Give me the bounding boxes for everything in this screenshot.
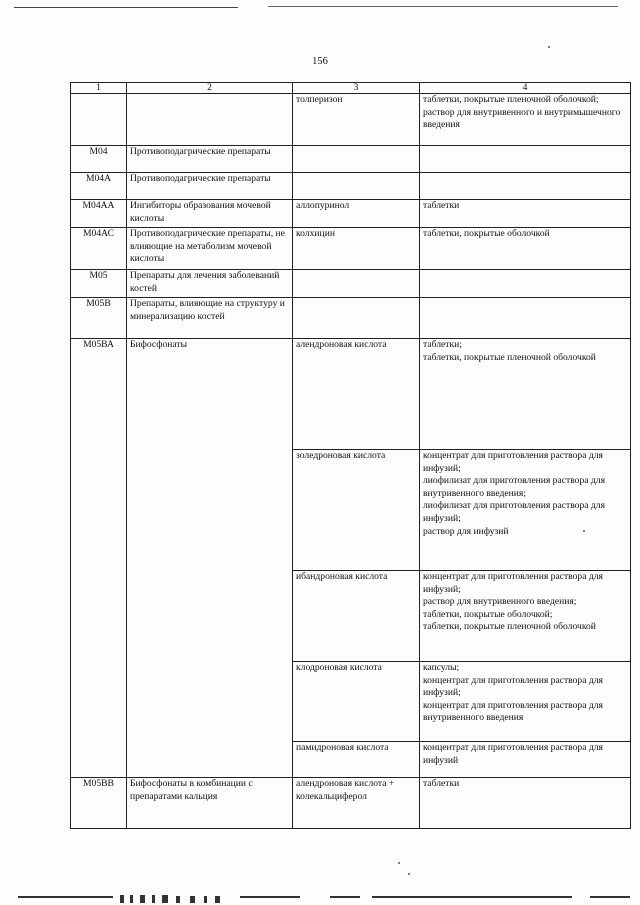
- column-header: 3: [293, 83, 420, 94]
- table-row: [71, 173, 631, 200]
- drug-cell: алендроновая кислота: [293, 339, 420, 450]
- group-cell: Препараты для лечения заболеваний костей: [127, 270, 293, 298]
- drug-cell: клодроновая кислота: [293, 662, 420, 742]
- group-cell: Бифосфонаты: [127, 339, 293, 778]
- drug-cell: алендроновая кислота + колекальциферол: [293, 778, 420, 829]
- atc-code-cell: М05В: [71, 298, 127, 339]
- column-header: 2: [127, 83, 293, 94]
- page-number: 156: [312, 56, 328, 67]
- dosage-form-cell: капсулы; концентрат для приготовления раствора для инфузий; концентрат для приготовления раствора для внутривенного введения: [420, 662, 631, 742]
- column-header: 1: [71, 83, 127, 94]
- dosage-form-cell: [420, 173, 631, 200]
- group-cell: Противоподагрические препараты, не влияющие на метаболизм мочевой кислоты: [127, 228, 293, 270]
- dosage-form-cell: концентрат для приготовления раствора для инфузий: [420, 742, 631, 778]
- scan-line-top-left: [14, 7, 238, 8]
- table-row: [71, 298, 631, 339]
- column-header: 4: [420, 83, 631, 94]
- drug-cell: колхицин: [293, 228, 420, 270]
- drug-cell: [293, 146, 420, 173]
- group-cell: Ингибиторы образования мочевой кислоты: [127, 200, 293, 228]
- drug-cell: памидроновая кислота: [293, 742, 420, 778]
- drug-cell: [293, 173, 420, 200]
- drug-cell: золедроновая кислота: [293, 450, 420, 571]
- dosage-form-cell: таблетки: [420, 778, 631, 829]
- dosage-form-cell: [420, 298, 631, 339]
- scan-speck: [548, 46, 550, 48]
- table-row: [71, 146, 631, 173]
- dosage-form-cell: [420, 270, 631, 298]
- table-row: [71, 270, 631, 298]
- atc-code-cell: М05ВВ: [71, 778, 127, 829]
- atc-code-cell: М04АС: [71, 228, 127, 270]
- table-row: [71, 94, 631, 146]
- group-cell: Противоподагрические препараты: [127, 173, 293, 200]
- table-row: [71, 228, 631, 270]
- dosage-form-cell: [420, 146, 631, 173]
- group-cell: Бифосфонаты в комбинации с препаратами кальция: [127, 778, 293, 829]
- dosage-form-cell: таблетки: [420, 200, 631, 228]
- table-row: [71, 339, 631, 450]
- atc-code-cell: [71, 94, 127, 146]
- table-row: [71, 200, 631, 228]
- drug-cell: аллопуринол: [293, 200, 420, 228]
- atc-code-cell: М04: [71, 146, 127, 173]
- scan-speck: [408, 873, 410, 875]
- dosage-form-cell: концентрат для приготовления раствора для инфузий; лиофилизат для приготовления раствора для внутривенного введения; лиофилизат для приготовления раствора для инфузий; раствор для инфузий: [420, 450, 631, 571]
- scan-line-top-right: [268, 6, 618, 7]
- table-row: [71, 778, 631, 829]
- group-cell: [127, 94, 293, 146]
- drug-cell: ибандроновая кислота: [293, 571, 420, 662]
- drug-cell: толперизон: [293, 94, 420, 146]
- atc-code-cell: М05: [71, 270, 127, 298]
- group-cell: Противоподагрические препараты: [127, 146, 293, 173]
- dosage-form-cell: таблетки, покрытые пленочной оболочкой; раствор для внутривенного и внутримышечного введения: [420, 94, 631, 146]
- medication-table: [70, 82, 631, 829]
- scan-speck: [583, 530, 585, 532]
- table-header-row: [71, 83, 631, 94]
- scan-noise-bottom: [0, 893, 640, 905]
- dosage-form-cell: таблетки, покрытые оболочкой: [420, 228, 631, 270]
- atc-code-cell: М04А: [71, 173, 127, 200]
- atc-code-cell: М04АА: [71, 200, 127, 228]
- dosage-form-cell: концентрат для приготовления раствора для инфузий; раствор для внутривенного введения; таблетки, покрытые оболочкой; таблетки, покрытые пленочной оболочкой: [420, 571, 631, 662]
- drug-cell: [293, 298, 420, 339]
- drug-cell: [293, 270, 420, 298]
- group-cell: Препараты, влияющие на структуру и минерализацию костей: [127, 298, 293, 339]
- dosage-form-cell: таблетки; таблетки, покрытые пленочной оболочкой: [420, 339, 631, 450]
- scan-speck: [398, 862, 400, 864]
- atc-code-cell: М05ВА: [71, 339, 127, 778]
